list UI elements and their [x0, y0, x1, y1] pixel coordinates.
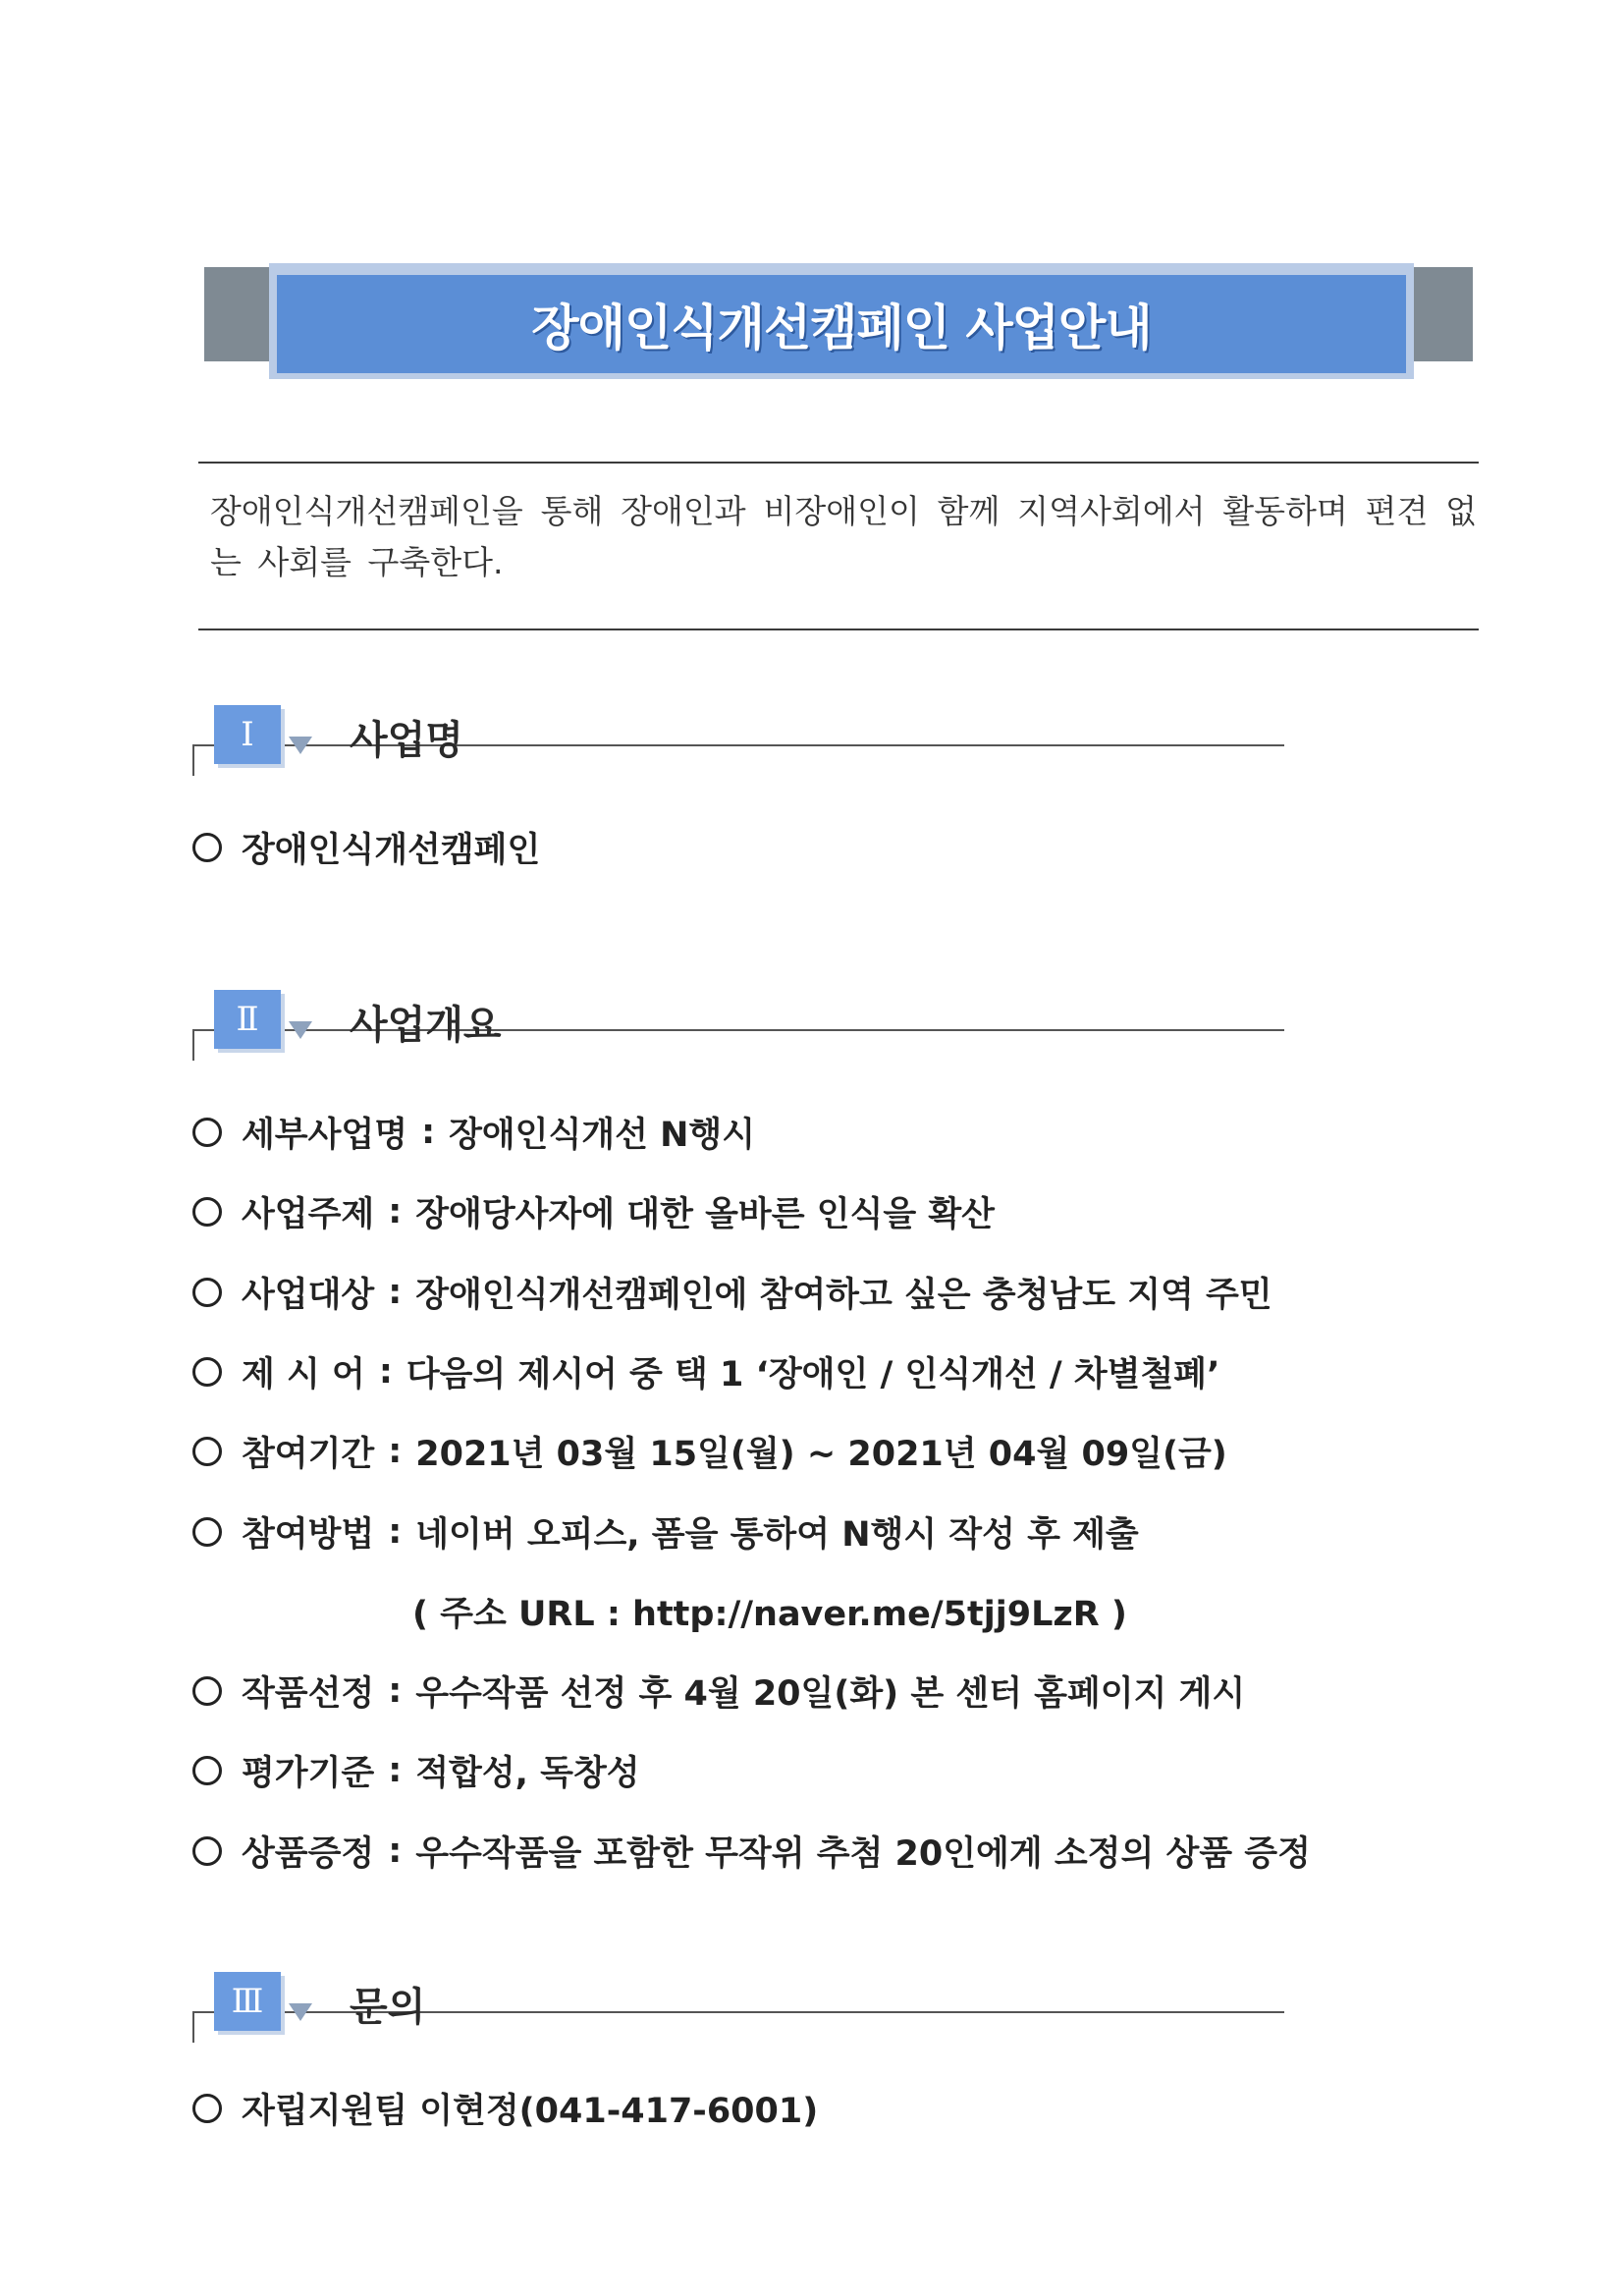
list-item [192, 1187, 995, 1236]
triangle-icon [289, 2003, 312, 2021]
item-value: 다음의 제시어 중 택 1 ‘장애인 / 인식개선 / 차별철폐’ [406, 1355, 1220, 1394]
item-separator: : [388, 1831, 403, 1871]
title-banner [204, 263, 1473, 377]
item-label: 작품선정 [242, 1674, 375, 1714]
section-header-2 [192, 990, 1284, 1078]
circle-bullet-icon [192, 1437, 222, 1466]
section-header-3 [192, 1972, 1284, 2060]
section-number-badge: Ⅲ [214, 1972, 281, 2031]
circle-bullet-icon [192, 1676, 222, 1706]
list-item [192, 1746, 640, 1795]
section-title: 문의 [350, 1985, 426, 2030]
item-text: 장애인식개선캠페인 [242, 831, 541, 870]
section-number-badge: Ⅰ [214, 705, 281, 764]
item-value: 우수작품을 포함한 무작위 추첨 20인에게 소정의 상품 증정 [415, 1834, 1311, 1874]
item-separator: : [421, 1113, 436, 1152]
circle-bullet-icon [192, 833, 222, 862]
item-value: 우수작품 선정 후 4월 20일(화) 본 센터 홈페이지 게시 [415, 1674, 1246, 1714]
circle-bullet-icon [192, 1756, 222, 1785]
item-label: 세부사업명 [242, 1116, 408, 1155]
triangle-icon [289, 737, 312, 754]
item-label: 사업주제 [242, 1195, 375, 1234]
list-item [192, 1268, 1272, 1317]
banner-right-block [1404, 267, 1473, 361]
intro-top-rule [198, 462, 1479, 464]
triangle-icon [289, 1021, 312, 1039]
page-title: 장애인식개선캠페인 사업안내 [531, 300, 1152, 356]
list-item [192, 823, 540, 872]
list-item [192, 1827, 1311, 1876]
list-item [192, 2084, 818, 2133]
circle-bullet-icon [192, 2094, 222, 2123]
list-item [192, 1507, 1139, 1557]
list-item [192, 1427, 1227, 1476]
item-separator: : [388, 1192, 403, 1231]
item-label: 평가기준 [242, 1754, 375, 1793]
item-separator: : [388, 1671, 403, 1711]
item-separator: : [388, 1273, 403, 1312]
banner-left-block [204, 267, 273, 361]
item-separator: : [388, 1751, 403, 1790]
circle-bullet-icon [192, 1836, 222, 1866]
banner-frame [269, 263, 1414, 379]
list-item [192, 1108, 755, 1157]
section-number-badge: Ⅱ [214, 990, 281, 1049]
banner-inner [277, 275, 1406, 373]
circle-bullet-icon [192, 1517, 222, 1547]
item-label: 참여기간 [242, 1435, 375, 1474]
circle-bullet-icon [192, 1357, 222, 1387]
section-header-1 [192, 705, 1284, 793]
item-label: 참여방법 [242, 1515, 375, 1555]
item-separator: : [388, 1512, 403, 1552]
circle-bullet-icon [192, 1197, 222, 1227]
url-line: ( 주소 URL : http://naver.me/5tjj9LzR ) [412, 1595, 1127, 1634]
item-value: 장애인식개선캠페인에 참여하고 싶은 충청남도 지역 주민 [415, 1276, 1272, 1315]
item-text: 자립지원팀 이현정(041-417-6001) [242, 2092, 819, 2131]
item-value: 적합성, 독창성 [415, 1754, 640, 1793]
item-label: 사업대상 [242, 1276, 375, 1315]
circle-bullet-icon [192, 1278, 222, 1307]
item-value: 네이버 오피스, 폼을 통하여 N행시 작성 후 제출 [415, 1515, 1139, 1555]
list-item [192, 1667, 1245, 1716]
intro-bottom-rule [198, 629, 1479, 630]
intro-text: 장애인식개선캠페인을 통해 장애인과 비장애인이 함께 지역사회에서 활동하며 편견 없는 사회를 구축한다. [210, 492, 1477, 581]
circle-bullet-icon [192, 1118, 222, 1147]
item-separator: : [378, 1352, 393, 1392]
item-separator: : [388, 1432, 403, 1471]
item-label: 제 시 어 [242, 1355, 365, 1394]
item-value: 장애당사자에 대한 올바른 인식을 확산 [415, 1195, 995, 1234]
section-title: 사업명 [350, 718, 463, 763]
item-value: 2021년 03월 15일(월) ~ 2021년 04월 09일(금) [415, 1435, 1227, 1474]
item-value: 장애인식개선 N행시 [449, 1116, 756, 1155]
list-item [192, 1347, 1219, 1396]
item-label: 상품증정 [242, 1834, 375, 1874]
section-title: 사업개요 [350, 1003, 502, 1048]
